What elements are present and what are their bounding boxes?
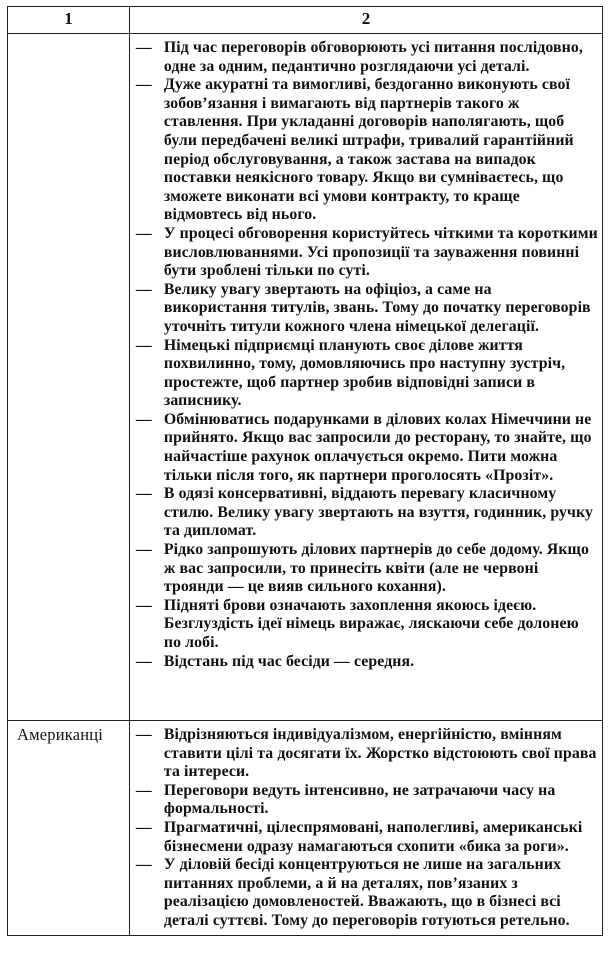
list-item-text: Під час переговорів обговорюють усі питання послідовно, одне за одним, педантично розглядаючи усі деталі. [163, 39, 583, 75]
dash-marker: — [135, 76, 152, 94]
dash-marker: — [135, 224, 152, 242]
row-label-americans: Американці [8, 721, 130, 936]
list-item-text: У діловій бесіді концентруються не лише на загальних питаннях проблеми, а й на деталях, пов’язаних з реалізацією домовленостей. Вважають, що в бізнесі всі деталі суттєві. Тому до переговорів готуються ретельно. [163, 856, 570, 929]
list-item-text: Дуже акуратні та вимогливі, бездоганно виконують свої зобов’язання і вимагають від партнерів такого ж ставлення. При укладанні договорів наполягають, щоб були передбачені великі штрафи, тривалий гарантійний період обслуговування, а також застава на випадок поставки неякісного товару. Якщо ви сумніваєтесь, що зможете виконати всі умови контракту, то краще відмовтесь від нього. [163, 76, 574, 224]
dash-marker: — [135, 280, 152, 298]
dash-marker: — [135, 39, 152, 56]
list-item [130, 782, 598, 819]
list-item [130, 411, 598, 485]
bullet-list [130, 726, 598, 931]
list-item-text: Обмінюватись подарунками в ділових колах Німеччини не прийнято. Якщо вас запросили до ресторану, то знайте, що найчастіше рахунок оплачується окремо. Пити можна тільки після того, як партнери проголосять «Прозіт». [163, 410, 592, 484]
list-item-text: Прагматичні, цілеспрямовані, наполегливі, американські бізнесмени одразу намагаються схопити «бика за роги». [163, 818, 583, 855]
dash-marker: — [135, 856, 152, 874]
list-item [130, 225, 598, 281]
dash-marker: — [135, 410, 152, 428]
dash-marker: — [135, 336, 152, 354]
list-item [130, 337, 598, 411]
table-row [8, 721, 603, 936]
header-col-2: 2 [129, 7, 602, 34]
list-item-text: Рідко запрошують ділових партнерів до себе додому. Якщо ж вас запросили, то принесіть квіти (але не червоні троянди — це вияв сильного кохання). [163, 541, 589, 596]
dash-marker: — [135, 726, 152, 743]
document-table [7, 6, 603, 936]
list-item-text: Німецькі підприємці планують своє ділове життя похвилинно, тому, домовляючись про наступну зустріч, простежте, щоб партнер зробив відповідні записи в записнику. [163, 336, 566, 410]
row-label [8, 34, 130, 721]
list-item [130, 653, 598, 672]
dash-marker: — [135, 485, 152, 503]
list-item [130, 597, 598, 653]
list-item-text: Велику увагу звертають на офіціоз, а саме на використання титулів, звань. Тому до початку переговорів уточніть титули кожного члена німецької делегації. [163, 280, 591, 335]
list-item [130, 485, 598, 541]
bullet-list [130, 39, 598, 671]
list-item-text: В одязі консервативні, віддають перевагу класичному стилю. Велику увагу звертають на взуття, годинник, ручку та дипломат. [163, 485, 593, 540]
list-item [130, 541, 598, 597]
list-item-text: Відрізняються індивідуалізмом, енергійністю, вмінням ставити цілі та досягати їх. Жорстко відстоюють свої права та інтереси. [163, 726, 597, 781]
header-col-1: 1 [8, 7, 130, 34]
list-item [130, 819, 598, 856]
list-item-text: Переговори ведуть інтенсивно, не затрачаючи часу на формальності. [163, 781, 556, 818]
list-item [130, 281, 598, 337]
table-header-row [8, 7, 603, 34]
row-content [129, 34, 602, 721]
dash-marker: — [135, 781, 152, 799]
dash-marker: — [135, 541, 152, 559]
table-row [8, 34, 603, 721]
dash-marker: — [135, 652, 152, 670]
list-item-text: Підняті брови означають захоплення якоюсь ідеєю. Безглуздість ідеї німець виражає, ляскаючи себе долонею по лобі. [163, 596, 579, 651]
dash-marker: — [135, 818, 152, 836]
list-item [130, 39, 598, 76]
row-content [129, 721, 602, 936]
list-item [130, 856, 598, 930]
list-item [130, 76, 598, 225]
list-item-text: У процесі обговорення користуйтесь чіткими та короткими висловлюваннями. Усі пропозиції та зауваження повинні бути зроблені тільки по суті. [163, 224, 598, 280]
list-item-text: Відстань під час бесіди — середня. [163, 652, 415, 670]
dash-marker: — [135, 596, 152, 614]
list-item [130, 726, 598, 782]
